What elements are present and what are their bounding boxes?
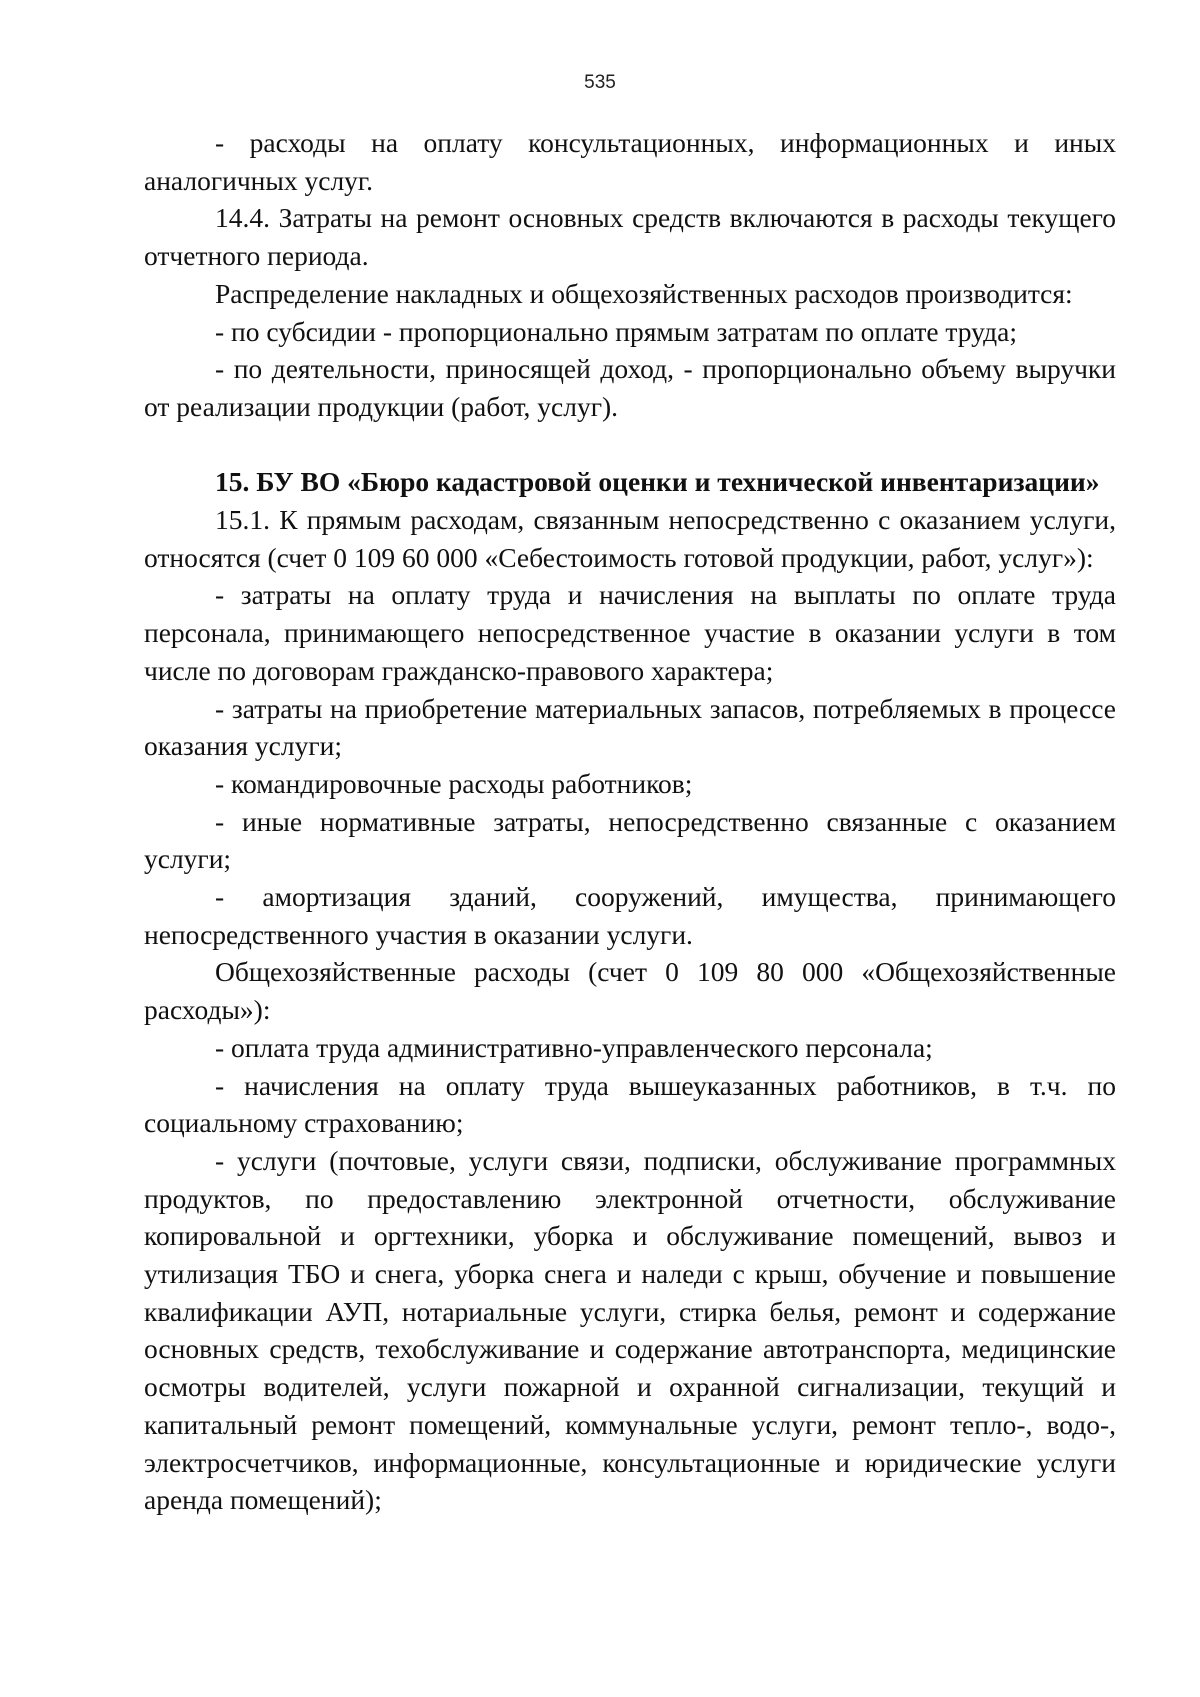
list-item-depreciation: - амортизация зданий, сооружений, имущества, принимающего непосредственного участия в оказании услуги. xyxy=(144,881,1116,950)
paragraph-consulting-expenses: - расходы на оплату консультационных, информационных и иных аналогичных услуг. xyxy=(144,127,1116,196)
paragraph-15-1-direct-costs: 15.1. К прямым расходам, связанным непосредственно с оказанием услуги, относятся (счет 0 109 60 000 «Себестоимость готовой продукции, работ, услуг»): xyxy=(144,504,1116,573)
paragraph-overhead-distribution: Распределение накладных и общехозяйственных расходов производится: xyxy=(215,277,1073,309)
section-heading-15: 15. БУ ВО «Бюро кадастровой оценки и технической инвентаризации» xyxy=(215,466,1100,498)
list-item-services: - услуги (почтовые, услуги связи, подписки, обслуживание программных продуктов, по предоставлению электронной отчетности, обслуживание копировальной и оргтехники, уборка и обслуживание помещений, вывоз и утилизация ТБО и снега, уборка снега и наледи с крыш, обучение и повышение квалификации АУП, нотариальные услуги, стирка белья, ремонт и содержание основных средств, техобслуживание и содержание автотранспорта, медицинские осмотры водителей, услуги пожарной и охранной сигнализации, текущий и капитальный ремонт помещений, коммунальные услуги, ремонт тепло-, водо-, электросчетчиков, информационные, консультационные и юридические услуги аренда помещений); xyxy=(144,1144,1116,1516)
list-item-travel-expenses: - командировочные расходы работников; xyxy=(215,767,693,799)
document-body xyxy=(144,124,1116,1519)
paragraph-subsidy-distribution: - по субсидии - пропорционально прямым затратам по оплате труда; xyxy=(215,315,1018,347)
list-item-other-normative-costs: - иные нормативные затраты, непосредственно связанные с оказанием услуги; xyxy=(144,805,1116,875)
list-item-admin-labor: - оплата труда административно-управленческого персонала; xyxy=(215,1031,933,1063)
paragraph-income-activity-distribution: - по деятельности, приносящей доход, - пропорционально объему выручки от реализации продукции (работ, услуг). xyxy=(144,353,1116,422)
page-number: 535 xyxy=(584,72,616,93)
paragraph-general-expenses: Общехозяйственные расходы (счет 0 109 80 000 «Общехозяйственные расходы»): xyxy=(144,956,1116,1026)
paragraph-14-4-repair-costs: 14.4. Затраты на ремонт основных средств включаются в расходы текущего отчетного периода. xyxy=(144,202,1116,272)
list-item-labor-accruals: - начисления на оплату труда вышеуказанных работников, в т.ч. по социальному страхованию; xyxy=(144,1069,1116,1139)
list-item-materials-costs: - затраты на приобретение материальных запасов, потребляемых в процессе оказания услуги; xyxy=(144,692,1116,762)
list-item-labor-costs: - затраты на оплату труда и начисления на выплаты по оплате труда персонала, принимающего непосредственное участие в оказании услуги в том числе по договорам гражданско-правового характера; xyxy=(144,579,1116,686)
